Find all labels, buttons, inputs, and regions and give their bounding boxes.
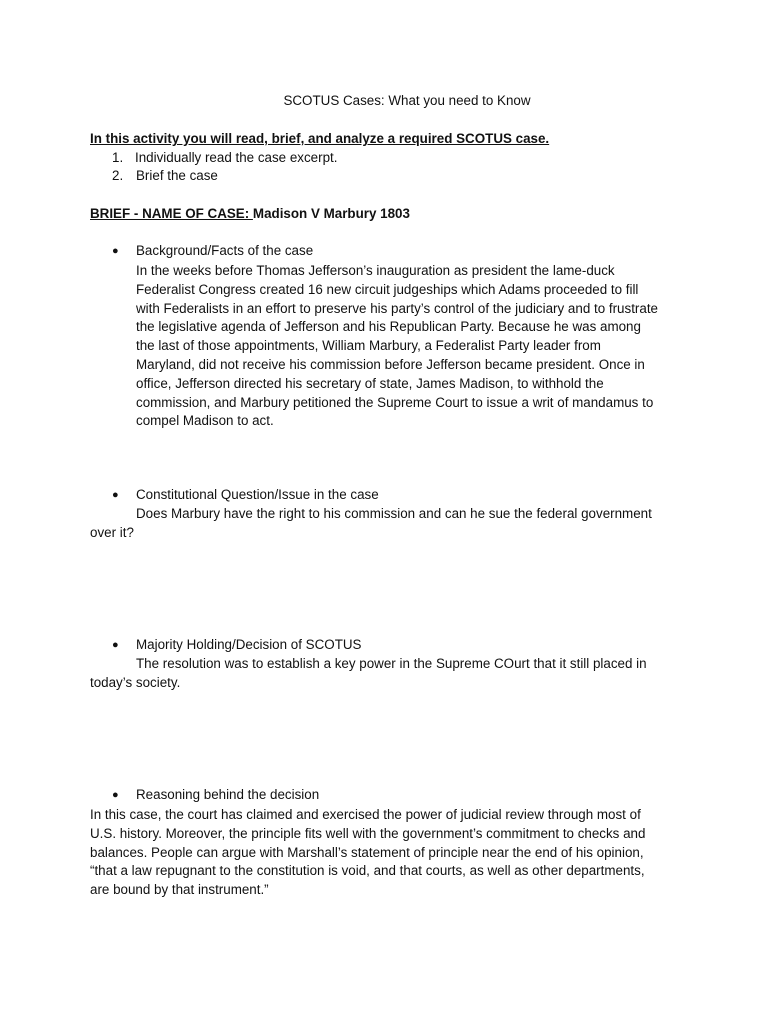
text-line: Maryland, did not receive his commission before Jefferson became president. Once in xyxy=(136,356,645,372)
brief-label: BRIEF - NAME OF CASE: xyxy=(90,206,253,221)
step-text: Brief the case xyxy=(136,168,218,183)
text-line: Does Marbury have the right to his commission and can he sue the federal government xyxy=(136,506,652,521)
document-title: SCOTUS Cases: What you need to Know xyxy=(283,93,531,108)
text-line: the legislative agenda of Jefferson and his Republican Party. Because he was among xyxy=(136,319,641,335)
text-line: balances. People can argue with Marshall’s statement of principle near the end of his opinion, xyxy=(90,844,644,860)
text-line: are bound by that instrument.” xyxy=(90,882,269,898)
section-body xyxy=(136,262,658,431)
bullet-icon: ● xyxy=(112,789,119,801)
text-line: U.S. history. Moreover, the principle fits well with the government’s commitment to checks and xyxy=(90,825,646,841)
text-line: In the weeks before Thomas Jefferson’s inauguration as president the lame-duck xyxy=(136,263,615,278)
text-line: today’s society. xyxy=(90,675,181,690)
text-line: In this case, the court has claimed and exercised the power of judicial review through most of xyxy=(90,807,641,822)
text-line: commission, and Marbury petitioned the Supreme Court to issue a writ of mandamus to xyxy=(136,394,654,410)
text-line: The resolution was to establish a key power in the Supreme COurt that it still placed in xyxy=(136,656,647,671)
step-text: Individually read the case excerpt. xyxy=(135,150,338,165)
section-heading: Background/Facts of the case xyxy=(136,243,314,258)
step-number: 2. xyxy=(112,168,124,183)
text-line: the last of those appointments, William Marbury, a Federalist Party leader from xyxy=(136,338,601,354)
text-line: over it? xyxy=(90,525,134,540)
activity-instructions: In this activity you will read, brief, and analyze a required SCOTUS case. xyxy=(90,131,550,146)
brief-case-name xyxy=(90,206,410,221)
text-line: with Federalists in an effort to preserve his party’s control of the judiciary and to frustrate xyxy=(136,300,658,316)
bullet-icon: ● xyxy=(112,245,119,257)
section-heading: Majority Holding/Decision of SCOTUS xyxy=(136,637,362,652)
text-line: office, Jefferson directed his secretary of state, James Madison, to withhold the xyxy=(136,375,604,391)
bullet-icon: ● xyxy=(112,489,119,501)
text-line: Federalist Congress created 16 new circuit judgeships which Adams proceeded to fill xyxy=(136,281,639,297)
section-heading: Reasoning behind the decision xyxy=(136,787,320,802)
section-heading: Constitutional Question/Issue in the case xyxy=(136,487,379,502)
text-line: “that a law repugnant to the constitution is void, and that courts, as well as other departments, xyxy=(90,863,645,879)
section-body xyxy=(90,806,645,900)
step-number: 1. xyxy=(112,150,124,165)
case-name: Madison V Marbury 1803 xyxy=(252,206,410,221)
bullet-icon: ● xyxy=(112,639,119,651)
text-line: compel Madison to act. xyxy=(136,413,274,429)
